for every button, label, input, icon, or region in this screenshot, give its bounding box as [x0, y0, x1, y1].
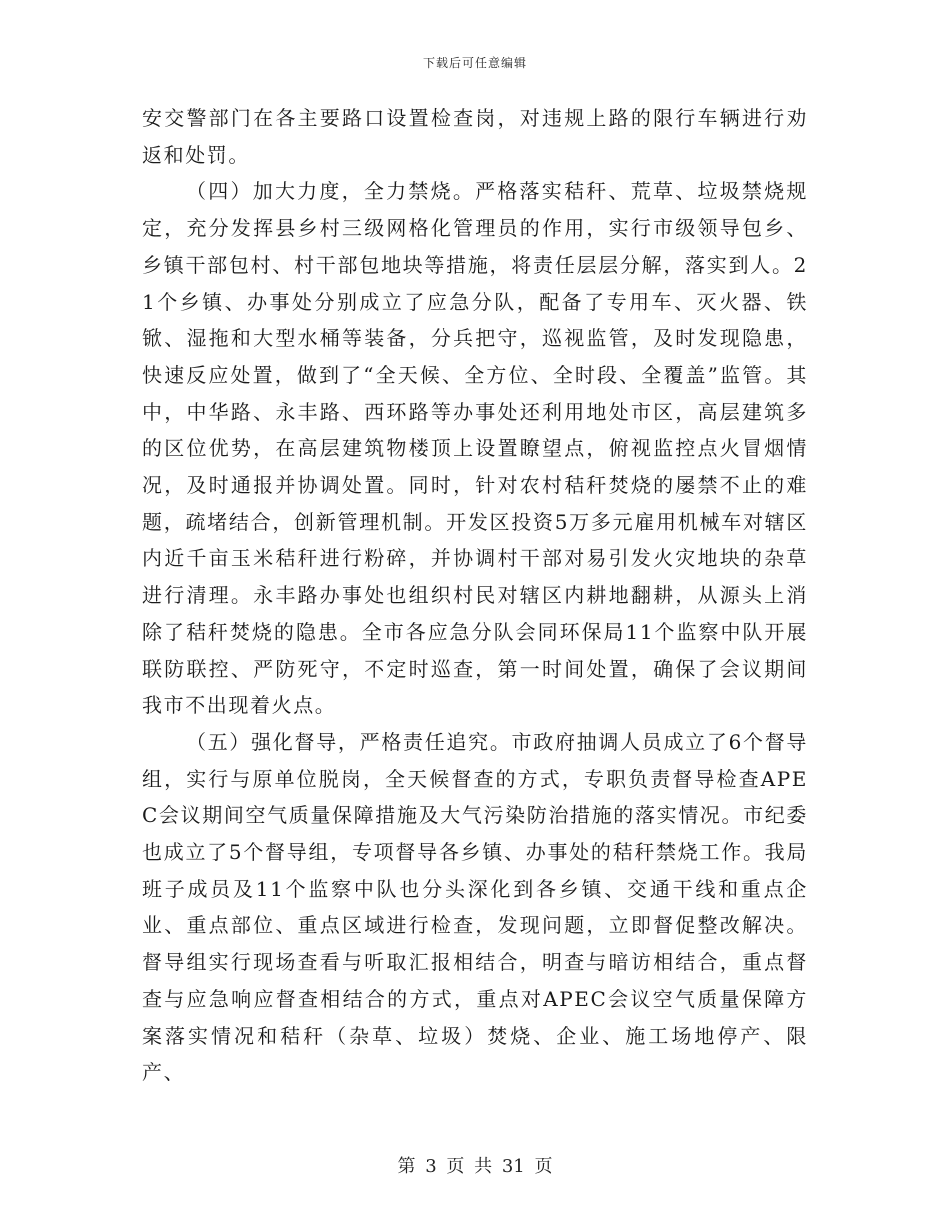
paragraph-section-four: （四）加大力度，全力禁烧。严格落实秸秆、荒草、垃圾禁烧规定，充分发挥县乡村三级网格化管理员的作用，实行市级领导包乡、乡镇干部包村、村干部包地块等措施，将责任层层分解，落实到人。21个乡镇、办事处分别成立了应急分队，配备了专用车、灭火器、铁锨、湿拖和大型水桶等装备，分兵把守，巡视监管，及时发现隐患，快速反应处置，做到了“全天候、全方位、全时段、全覆盖”监管。其中，中华路、永丰路、西环路等办事处还利用地处市区，高层建筑多的区位优势，在高层建筑物楼顶上设置瞭望点，俯视监控点火冒烟情况，及时通报并协调处置。同时，针对农村秸秆焚烧的屡禁不止的难题，疏堵结合，创新管理机制。开发区投资5万多元雇用机械车对辖区内近千亩玉米秸秆进行粉碎，并协调村干部对易引发火灾地块的杂草进行清理。永丰路办事处也组织村民对辖区内耕地翻耕，从源头上消除了秸秆焚烧的隐患。全市各应急分队会同环保局11个监察中队开展联防联控、严防死守，不定时巡查，第一时间处置，确保了会议期间我市不出现着火点。: [142, 179, 808, 718]
paragraph-continuation: 安交警部门在各主要路口设置检查岗，对违规上路的限行车辆进行劝返和处罚。: [142, 106, 808, 167]
page-header: 下载后可任意编辑: [422, 56, 527, 70]
paragraph-section-five: （五）强化督导，严格责任追究。市政府抽调人员成立了6个督导组，实行与原单位脱岗，全天候督查的方式，专职负责督导检查APEC会议期间空气质量保障措施及大气污染防治措施的落实情况。市纪委也成立了5个督导组，专项督导各乡镇、办事处的秸秆禁烧工作。我局班子成员及11个监察中队也分头深化到各乡镇、交通干线和重点企业、重点部位、重点区域进行检查，发现问题，立即督促整改解决。督导组实行现场查看与听取汇报相结合，明查与暗访相结合，重点督查与应急响应督查相结合的方式，重点对APEC会议空气质量保障方案落实情况和秸秆（杂草、垃圾）焚烧、企业、施工场地停产、限产、: [142, 729, 808, 1085]
document-body: [142, 100, 808, 1091]
page-footer-page-number: 第 3 页 共 31 页: [397, 1156, 553, 1177]
